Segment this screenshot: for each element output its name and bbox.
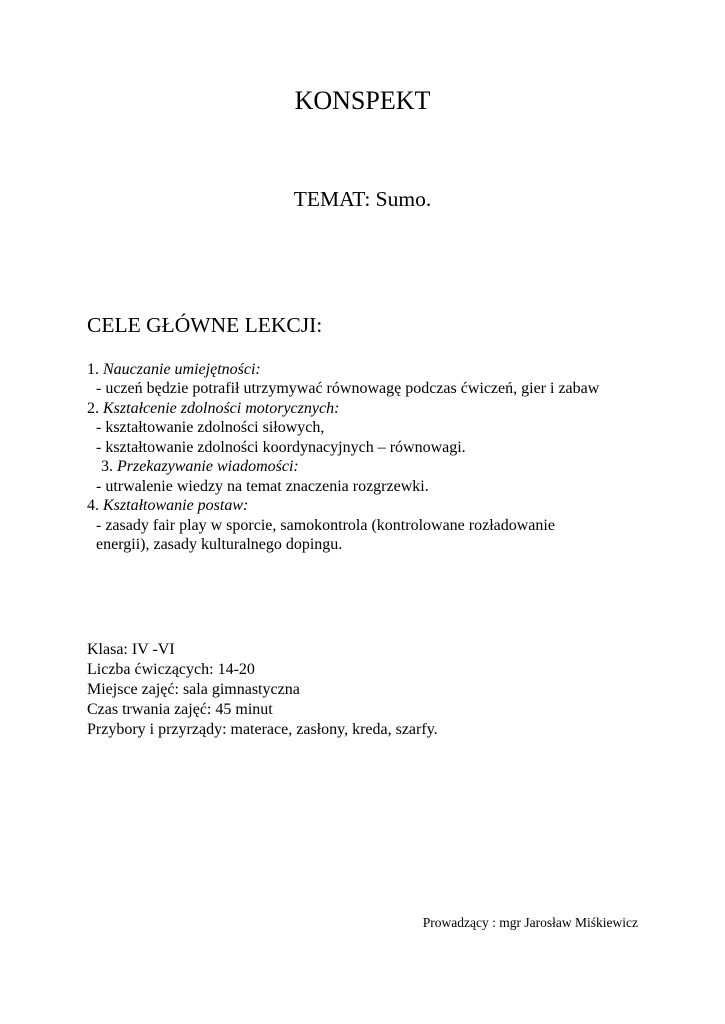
goals-heading: CELE GŁÓWNE LEKCJI: bbox=[87, 313, 323, 337]
goal-number: 4. bbox=[87, 497, 99, 514]
goal-number: 1. bbox=[87, 361, 99, 378]
info-equipment: Przybory i przyrządy: materace, zasłony, kreda, szarfy. bbox=[87, 721, 438, 738]
goal-point: energii), zasady kulturalnego dopingu. bbox=[96, 536, 343, 553]
goal-point: - zasady fair play w sporcie, samokontrola (kontrolowane rozładowanie bbox=[96, 517, 555, 534]
goal-point: - kształtowanie zdolności siłowych, bbox=[96, 419, 325, 436]
goal-item-title bbox=[87, 399, 339, 418]
goal-point: - uczeń będzie potrafił utrzymywać równowagę podczas ćwiczeń, gier i zabaw bbox=[96, 380, 600, 397]
info-participants: Liczba ćwiczących: 14-20 bbox=[87, 661, 255, 678]
goal-number: 2. bbox=[87, 400, 99, 417]
document-title: KONSPEKT bbox=[294, 86, 431, 115]
info-class: Klasa: IV -VI bbox=[87, 641, 175, 658]
goal-item-title bbox=[87, 496, 248, 515]
goal-title: Nauczanie umiejętności: bbox=[103, 361, 261, 378]
goal-title: Przekazywanie wiadomości: bbox=[117, 458, 299, 475]
goal-item-title bbox=[101, 457, 299, 476]
goal-title: Kształtowanie postaw: bbox=[103, 497, 249, 514]
lesson-topic: TEMAT: Sumo. bbox=[293, 187, 432, 211]
teacher-name: Prowadzący : mgr Jarosław Miśkiewicz bbox=[422, 915, 638, 930]
info-duration: Czas trwania zajęć: 45 minut bbox=[87, 701, 273, 718]
goal-item-title bbox=[87, 360, 261, 379]
goal-point: - kształtowanie zdolności koordynacyjnych – równowagi. bbox=[96, 439, 466, 456]
info-place: Miejsce zajęć: sala gimnastyczna bbox=[87, 681, 300, 698]
goal-title: Kształcenie zdolności motorycznych: bbox=[103, 400, 340, 417]
goal-number: 3. bbox=[101, 458, 113, 475]
goal-point: - utrwalenie wiedzy na temat znaczenia rozgrzewki. bbox=[96, 478, 429, 495]
